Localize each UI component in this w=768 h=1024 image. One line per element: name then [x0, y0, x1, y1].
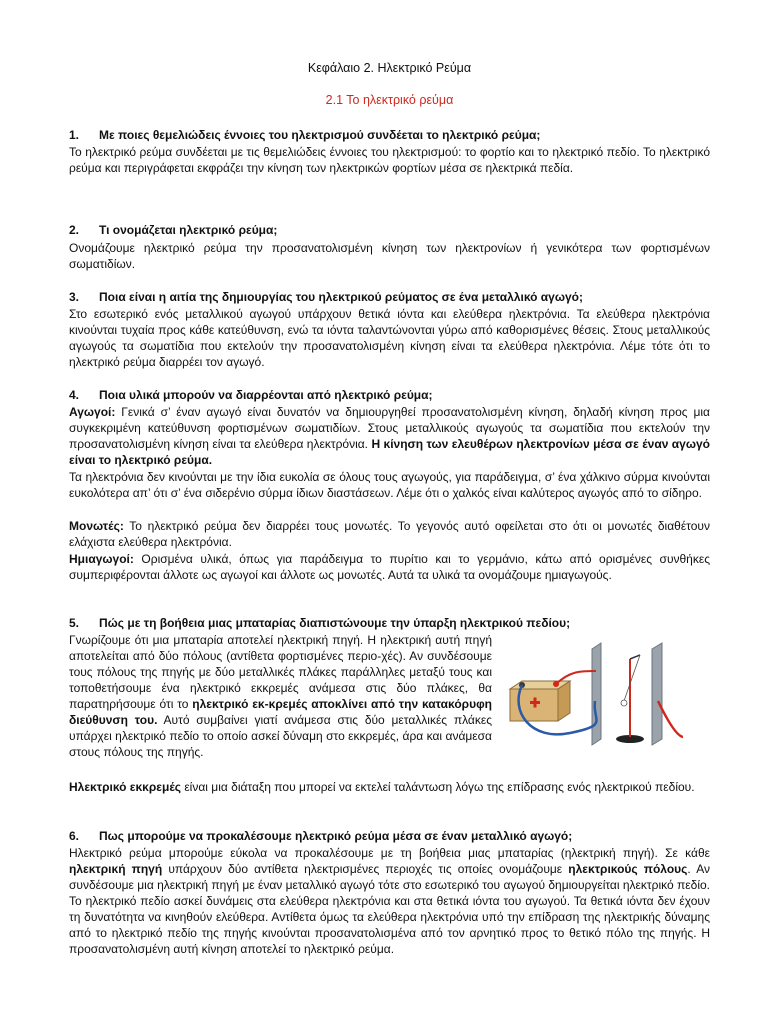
- question-number: 4.: [69, 388, 80, 402]
- question-text: Με ποιες θεμελιώδεις έννοιες του ηλεκτρισμού συνδέεται το ηλεκτρικό ρεύμα;: [99, 128, 541, 142]
- answer-text: Γενικά σ’ έναν αγωγό είναι δυνατόν να δημιουργηθεί προσανατολισμένη κίνηση, δηλαδή κίνηση προς μια συγκεκριμένη κατεύθυνση φορτισμένων σωματιδίων. Στους μεταλλικούς αγωγούς τα σωματίδια που εκτελούν την προσανατολισμένη κίνηση είναι τα ελεύθερα ηλεκτρόνια.: [69, 405, 710, 451]
- question-number: 3.: [69, 290, 80, 304]
- answer-text: Το ηλεκτρικό ρεύμα δεν διαρρέει τους μονωτές. Το γεγονός αυτό οφείλεται στο ότι οι μονωτές διαθέτουν ελάχιστα ελεύθερα ηλεκτρόνια.: [69, 519, 710, 549]
- question-text: Πως μπορούμε να προκαλέσουμε ηλεκτρικό ρεύμα μέσα σε έναν μεταλλικό αγωγό;: [99, 829, 573, 843]
- answer-5-pendulum: [69, 779, 710, 795]
- battery-pendulum-illustration: [500, 641, 683, 748]
- answer-4-electrons: [69, 469, 710, 501]
- question-number: 5.: [69, 616, 80, 630]
- battery-pendulum-diagram: [500, 641, 683, 748]
- answer-2: [69, 240, 710, 272]
- plus-sign-vertical: [534, 698, 537, 708]
- answer-text: Ηλεκτρικό ρεύμα μπορούμε εύκολα να προκαλέσουμε με τη βοήθεια μιας μπαταρίας (ηλεκτρική πηγή). Σε κάθε: [69, 846, 710, 860]
- question-text: Τι ονομάζεται ηλεκτρικό ρεύμα;: [99, 223, 278, 237]
- question-text: Ποια υλικά μπορούν να διαρρέονται από ηλεκτρικό ρεύμα;: [99, 388, 433, 402]
- answer-text: Γνωρίζουμε ότι μια μπαταρία αποτελεί ηλεκτρική πηγή. Η ηλεκτρική αυτή πηγή αποτελείται από δύο πόλους (αντίθετα φορτισμένες περιο-χές). Αν συνδέσουμε τους πόλους της πηγής με δύο μεταλλικές πλάκες παράλληλες μεταξύ τους και τοποθετήσουμε ένα ηλεκτρικό εκκρεμές ανάμεσα στις δύο πλάκες, θα παρατηρήσουμε ότι το: [69, 633, 492, 711]
- pendulum-ball: [621, 700, 627, 706]
- answer-text: υπάρχουν δύο αντίθετα ηλεκτρισμένες περιοχές τις οποίες ονομάζουμε: [162, 862, 569, 876]
- answer-emphasis: ηλεκτρική πηγή: [69, 862, 163, 876]
- chapter-title: Κεφάλαιο 2. Ηλεκτρικό Ρεύμα: [307, 61, 472, 75]
- answer-6: [69, 845, 710, 957]
- right-metal-plate: [652, 643, 662, 745]
- question-text: Ποια είναι η αιτία της δημιουργίας του ηλεκτρικού ρεύματος σε ένα μεταλλικό αγωγό;: [99, 290, 583, 304]
- section-title: 2.1 Το ηλεκτρικό ρεύμα: [325, 93, 454, 107]
- answer-emphasis: ηλεκτρικό εκ-κρεμές αποκλίνει από την κατακόρυφη διεύθυνση του.: [69, 697, 492, 727]
- term-semiconductors: Ημιαγωγοί:: [69, 552, 134, 566]
- answer-5: [69, 632, 492, 760]
- answer-text: Αυτό συμβαίνει γιατί ανάμεσα στις δύο μεταλλικές πλάκες υπάρχει ηλεκτρικό πεδίο το οποίο ασκεί δύναμη στο εκκρεμές, άρα και ανάμεσα στους πόλους της πηγής.: [69, 713, 493, 759]
- term-insulators: Μονωτές:: [69, 519, 124, 533]
- answer-text: είναι μια διάταξη που μπορεί να εκτελεί ταλάντωση λόγω της επίδρασης ενός ηλεκτρικού πεδίου.: [181, 780, 695, 794]
- question-1: [69, 128, 710, 142]
- answer-emphasis: ηλεκτρικούς πόλους: [568, 862, 688, 876]
- question-3: [69, 290, 710, 304]
- term-electric-pendulum: Ηλεκτρικό εκκρεμές: [69, 780, 181, 794]
- question-number: 2.: [69, 223, 80, 237]
- question-number: 6.: [69, 829, 80, 843]
- answer-4-insulators: [69, 518, 710, 550]
- answer-text: Το ηλεκτρικό ρεύμα συνδέεται με τις θεμελιώδεις έννοιες του ηλεκτρισμού: το φορτίο και το ηλεκτρικό πεδίο. Το ηλεκτρικό ρεύμα και περιγράφεται εκφράζει την κίνηση των ηλεκτρικών φορτίων μέσα σε ηλεκτρικά πεδία.: [69, 145, 710, 175]
- answer-4-conductors: [69, 404, 710, 468]
- answer-3: [69, 306, 710, 370]
- answer-4-semiconductors: [69, 551, 710, 583]
- left-metal-plate: [592, 643, 601, 745]
- question-number: 1.: [69, 128, 80, 142]
- answer-text: Ορισμένα υλικά, όπως για παράδειγμα το πυρίτιο και το γερμάνιο, κάτω από ορισμένες συνθήκες συμπεριφέρονται άλλοτε ως αγωγοί και άλλοτε ως μονωτές. Αυτά τα υλικά τα ονομάζουμε ημιαγωγούς.: [69, 552, 710, 582]
- pendulum-thread: [624, 655, 640, 701]
- question-text: Πώς με τη βοήθεια μιας μπαταρίας διαπιστώνουμε την ύπαρξη ηλεκτρικού πεδίου;: [99, 616, 571, 630]
- answer-text: Ονομάζουμε ηλεκτρικό ρεύμα την προσανατολισμένη κίνηση των ηλεκτρονίων ή γενικότερα των φορτισμένων σωματιδίων.: [69, 241, 710, 271]
- answer-text: Τα ηλεκτρόνια δεν κινούνται με την ίδια ευκολία σε όλους τους αγωγούς, για παράδειγμα, σ’ ένα χάλκινο σύρμα κινούνται ευκολότερα απ’ ότι σ’ ένα σιδερένιο σύρμα ίδιων διαστάσεων. Λέμε ότι ο χαλκός είναι καλύτερος αγωγός από το σίδηρο.: [69, 470, 710, 500]
- term-conductors: Αγωγοί:: [69, 405, 116, 419]
- answer-text: Στο εσωτερικό ενός μεταλλικού αγωγού υπάρχουν θετικά ιόντα και ελεύθερα ηλεκτρόνια. Τα ελεύθερα ηλεκτρόνια κινούνται τυχαία προς κάθε κατεύθυνση, ενώ τα ιόντα ταλαντώνονται γύρω από καθορισμένες θέσεις. Στους μεταλλικούς αγωγούς τα σωματίδια που εκτελούν την προσανατολισμένη κίνηση είναι τα ελεύθερα ηλεκτρόνια. Λέμε τότε ότι το ηλεκτρικό ρεύμα διαρρέει τον αγωγό.: [69, 307, 710, 369]
- question-2: [69, 223, 710, 237]
- answer-text: . Αν συνδέσουμε μια ηλεκτρική πηγή με έναν μεταλλικό αγωγό τότε στο εσωτερικό του αγωγού δημιουργείται ηλεκτρικό πεδίο. Το ηλεκτρικό πεδίο ασκεί δυνάμεις στα ελεύθερα ηλεκτρόνια και στα θετικά ιόντα του αγωγού. Τα θετικά ιόντα δεν έχουν τη δυνατότητα να κινηθούν ελεύθερα. Αντίθετα όμως τα ελεύθερα ηλεκτρόνια υπό την επίδραση της ηλεκτρικής δύναμης από το ηλεκτρικό πεδίο της πηγής κινούνται προσανατολισμένα από τον αρνητικό προς το θετικό πόλο της πηγής. Η προσανατολισμένη αυτή κίνηση αποτελεί το ηλεκτρικό ρεύμα.: [69, 862, 710, 956]
- question-4: [69, 388, 710, 402]
- answer-1: [69, 144, 710, 176]
- question-5: [69, 616, 710, 630]
- question-6: [69, 829, 710, 843]
- answer-emphasis: Η κίνηση των ελευθέρων ηλεκτρονίων μέσα σε έναν αγωγό είναι το ηλεκτρικό ρεύμα.: [69, 437, 710, 467]
